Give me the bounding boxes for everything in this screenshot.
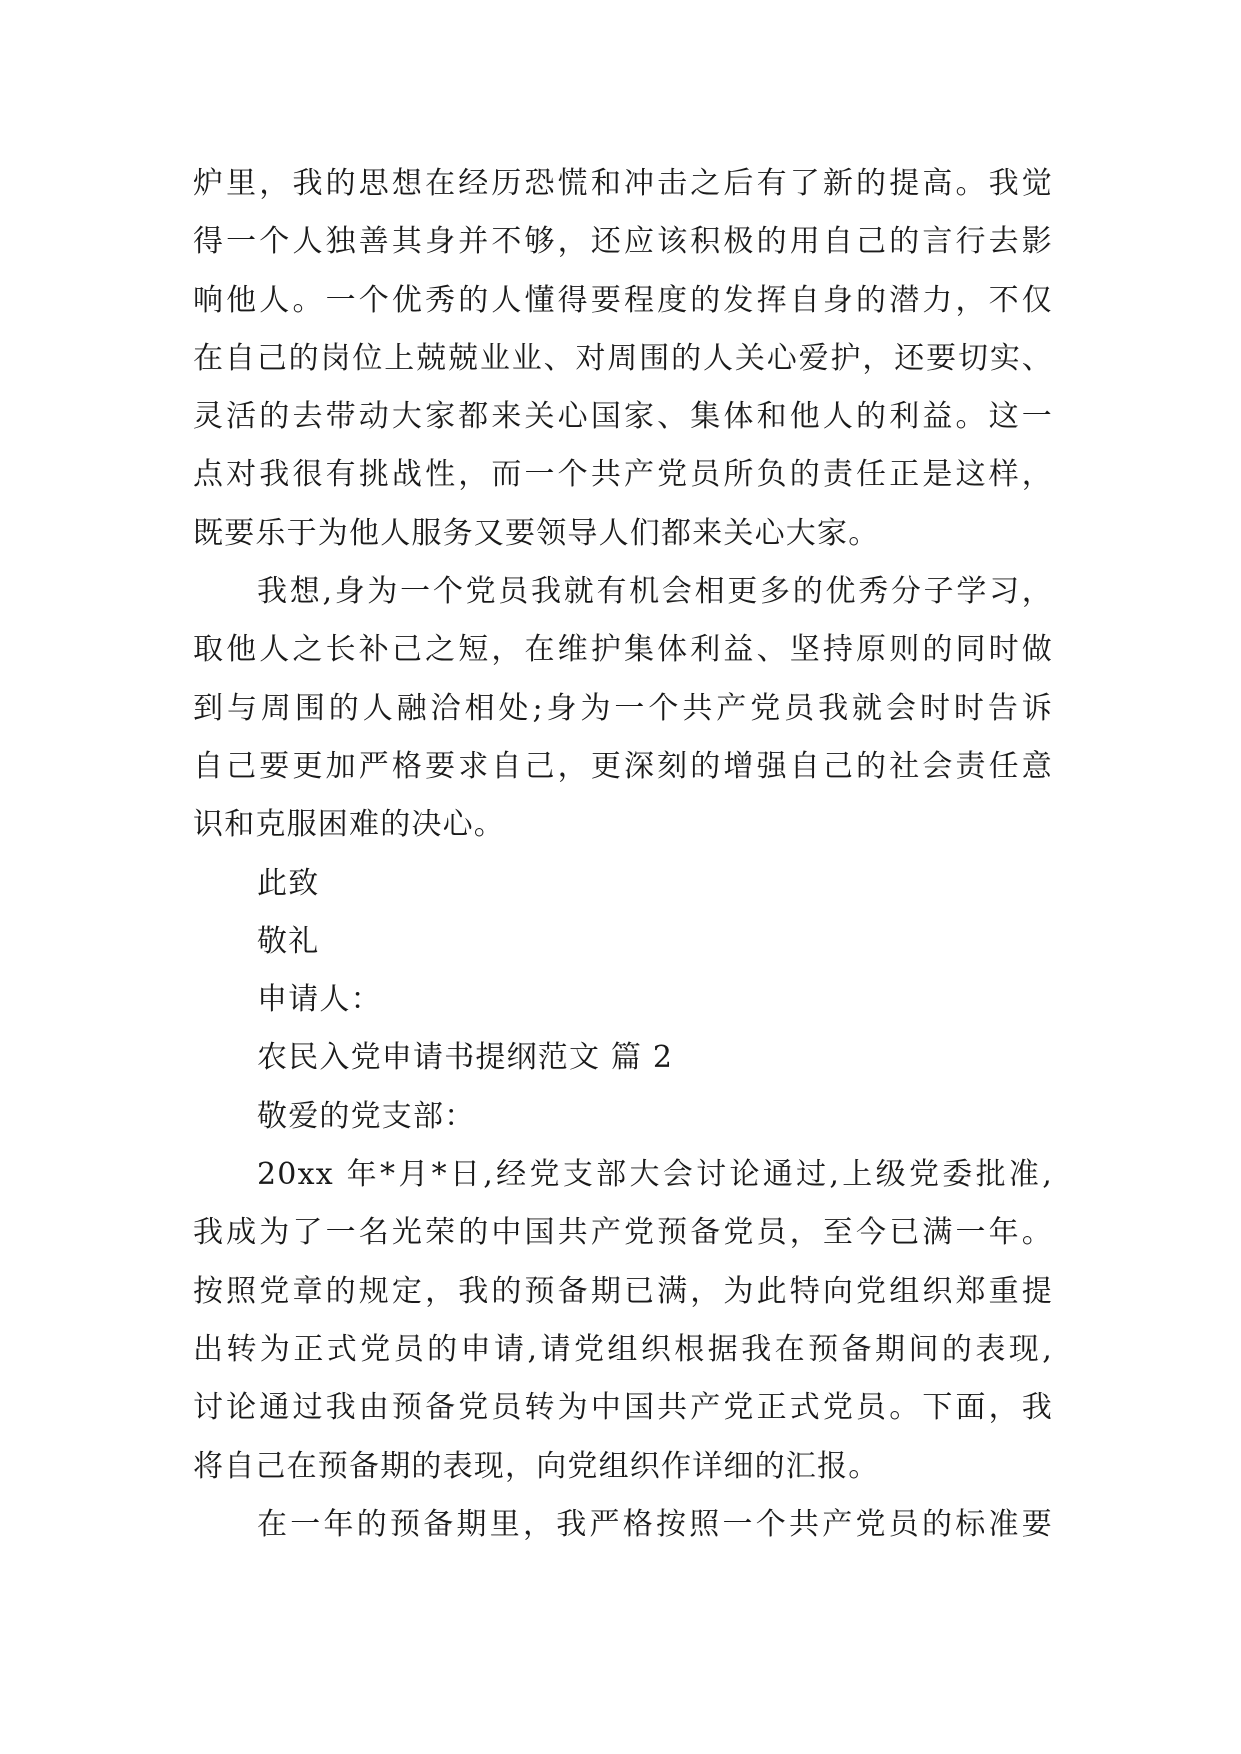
text-line: 讨论通过我由预备党员转为中国共产党正式党员。下面，我 <box>193 1390 1053 1426</box>
text-line: 取他人之长补己之短，在维护集体利益、坚持原则的同时做 <box>193 632 1053 668</box>
text-line: 我成为了一名光荣的中国共产党预备党员，至今已满一年。 <box>193 1215 1053 1251</box>
paragraph-first-line: 我想,身为一个党员我就有机会相更多的优秀分子学习， <box>257 574 1053 610</box>
text-line: 灵活的去带动大家都来关心国家、集体和他人的利益。这一 <box>193 399 1053 435</box>
document-body <box>193 155 1053 1554</box>
closing-regards: 敬礼 <box>257 923 320 959</box>
text-line: 得一个人独善其身并不够，还应该积极的用自己的言行去影 <box>193 224 1053 260</box>
text-line: 点对我很有挑战性，而一个共产党员所负的责任正是这样， <box>193 457 1053 493</box>
text-line: 按照党章的规定，我的预备期已满，为此特向党组织郑重提 <box>193 1273 1053 1309</box>
text-line: 自己要更加严格要求自己，更深刻的增强自己的社会责任意 <box>193 748 1053 784</box>
text-line: 既要乐于为他人服务又要领导人们都来关心大家。 <box>193 515 880 551</box>
text-line: 识和克服困难的决心。 <box>193 807 505 843</box>
applicant-label: 申请人： <box>257 982 382 1018</box>
paragraph-first-line: 在一年的预备期里，我严格按照一个共产党员的标准要 <box>257 1506 1053 1542</box>
text-line: 将自己在预备期的表现，向党组织作详细的汇报。 <box>193 1448 880 1484</box>
paragraph-first-line: 20xx 年*月*日,经党支部大会讨论通过,上级党委批准, <box>257 1157 1053 1193</box>
closing-salutation: 此致 <box>257 865 320 901</box>
text-line: 在自己的岗位上兢兢业业、对周围的人关心爱护，还要切实、 <box>193 340 1053 376</box>
text-line: 到与周围的人融洽相处;身为一个共产党员我就会时时告诉 <box>193 690 1053 726</box>
text-line: 出转为正式党员的申请,请党组织根据我在预备期间的表现, <box>193 1331 1053 1367</box>
text-line: 响他人。一个优秀的人懂得要程度的发挥自身的潜力，不仅 <box>193 282 1053 318</box>
letter-greeting: 敬爱的党支部： <box>257 1098 476 1134</box>
section-heading: 农民入党申请书提纲范文 篇 2 <box>257 1040 674 1076</box>
text-line: 炉里，我的思想在经历恐慌和冲击之后有了新的提高。我觉 <box>193 166 1053 201</box>
